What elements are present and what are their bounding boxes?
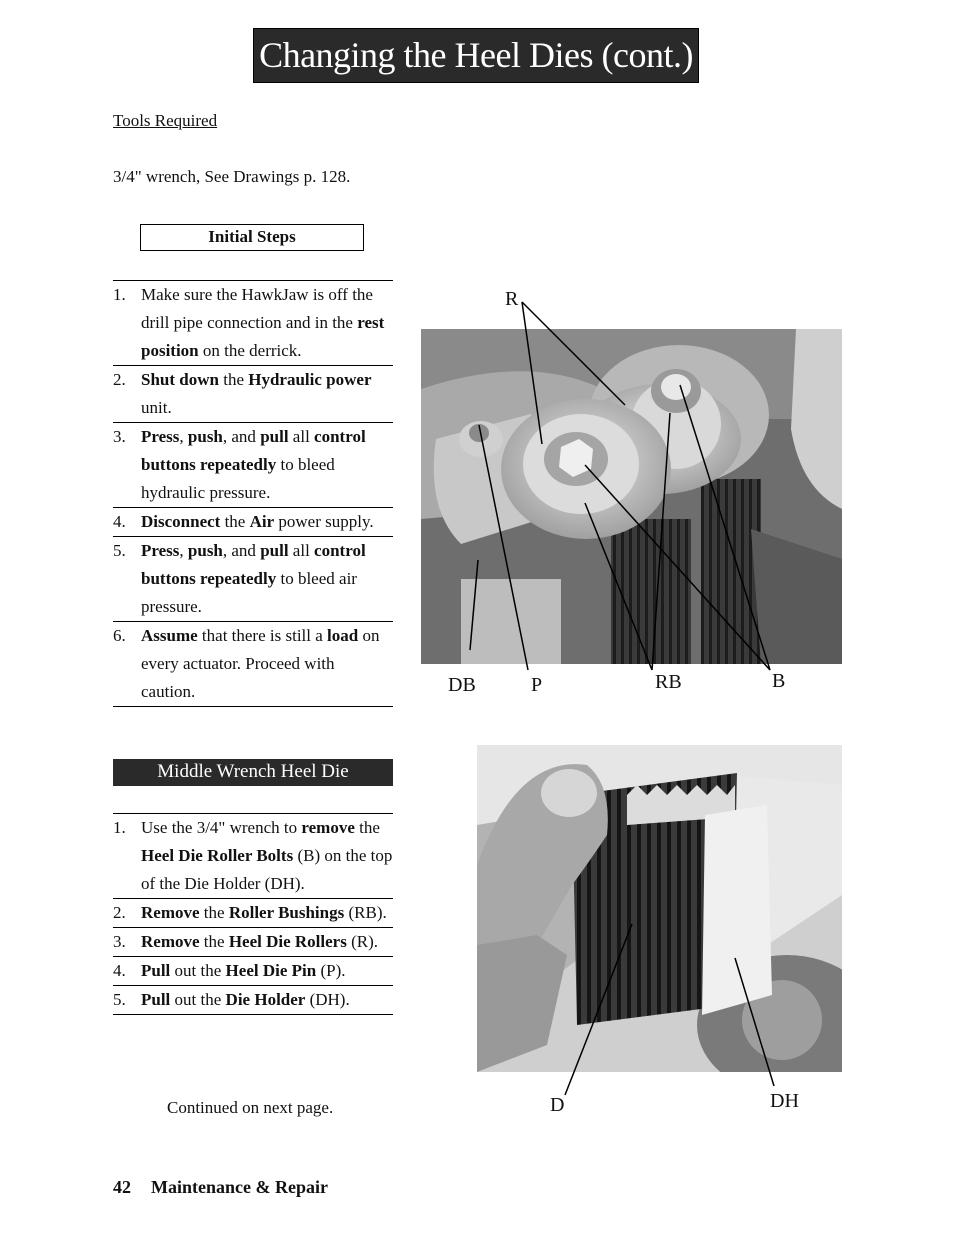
step-number: 3. bbox=[113, 427, 126, 446]
step-number: 2. bbox=[113, 903, 126, 922]
step-number: 5. bbox=[113, 541, 126, 560]
photo2-callout-lines bbox=[540, 900, 800, 1100]
callout-b-label: B bbox=[772, 670, 786, 692]
step-bold-text: Heel Die Roller Bolts bbox=[141, 846, 294, 865]
step-item bbox=[113, 537, 393, 622]
step-bold-text: pull bbox=[260, 541, 289, 560]
step-text: , bbox=[179, 427, 188, 446]
step-bold-text: pull bbox=[260, 427, 289, 446]
callout-b-line-2 bbox=[680, 385, 770, 670]
step-item bbox=[113, 366, 393, 423]
step-text: out the bbox=[170, 961, 226, 980]
step-bold-text: rest position bbox=[141, 313, 385, 360]
step-bold-text: Pull bbox=[141, 990, 171, 1009]
callout-r-line-1 bbox=[522, 302, 625, 405]
step-bold-text: Remove bbox=[141, 932, 200, 951]
step-bold-text: Remove bbox=[141, 903, 200, 922]
step-number: 6. bbox=[113, 626, 126, 645]
step-bold-text: Shut down bbox=[141, 370, 219, 389]
step-text: Use the 3/4" wrench to bbox=[141, 818, 302, 837]
step-text: (P). bbox=[316, 961, 346, 980]
step-bold-text: push bbox=[187, 427, 223, 446]
step-item bbox=[113, 622, 393, 707]
step-item bbox=[113, 281, 393, 366]
step-item bbox=[113, 423, 393, 508]
step-text: out the bbox=[170, 990, 226, 1009]
step-bold-text: Pull bbox=[141, 961, 171, 980]
step-text: power supply. bbox=[274, 512, 374, 531]
section-name: Maintenance & Repair bbox=[151, 1177, 328, 1197]
step-bold-text: Press bbox=[141, 541, 180, 560]
step-number: 4. bbox=[113, 512, 126, 531]
continued-note: Continued on next page. bbox=[167, 1098, 334, 1117]
step-text: all bbox=[288, 541, 315, 560]
step-bold-text: control buttons repeatedly bbox=[141, 541, 366, 588]
step-text: on every actuator. Proceed with caution. bbox=[141, 626, 380, 701]
step-text: the bbox=[218, 370, 249, 389]
step-bold-text: Assume bbox=[141, 626, 198, 645]
step-text: unit. bbox=[141, 398, 172, 417]
step-text: the bbox=[220, 512, 250, 531]
middle-steps-list bbox=[113, 813, 393, 1015]
callout-r-label: R bbox=[505, 288, 519, 310]
step-text: the bbox=[199, 932, 229, 951]
step-bold-text: Air bbox=[249, 512, 275, 531]
step-item bbox=[113, 928, 393, 957]
step-item bbox=[113, 986, 393, 1015]
step-text: , and bbox=[222, 427, 261, 446]
callout-p-line bbox=[479, 425, 528, 670]
step-number: 2. bbox=[113, 370, 126, 389]
step-number: 1. bbox=[113, 285, 126, 304]
step-text: the bbox=[354, 818, 380, 837]
step-text: the bbox=[199, 903, 229, 922]
step-text: Make sure the HawkJaw is off the drill pipe connection and in the bbox=[141, 285, 373, 332]
tools-required-label: Tools Required bbox=[113, 111, 218, 130]
step-text: all bbox=[288, 427, 315, 446]
step-text: on the derrick. bbox=[198, 341, 302, 360]
step-bold-text: load bbox=[327, 626, 359, 645]
step-text: , and bbox=[222, 541, 261, 560]
callout-p-label: P bbox=[531, 674, 543, 696]
step-text: (R). bbox=[346, 932, 378, 951]
callout-dh-label: DH bbox=[770, 1090, 799, 1112]
step-number: 5. bbox=[113, 990, 126, 1009]
tools-required-text: 3/4" wrench, See Drawings p. 128. bbox=[113, 167, 351, 186]
page-title: Changing the Heel Dies (cont.) bbox=[253, 28, 699, 83]
step-text: (RB). bbox=[344, 903, 387, 922]
step-text: to bleed air pressure. bbox=[141, 569, 357, 616]
step-bold-text: Press bbox=[141, 427, 180, 446]
step-bold-text: Hydraulic power bbox=[248, 370, 372, 389]
callout-db-line bbox=[470, 560, 478, 650]
step-bold-text: Heel Die Rollers bbox=[228, 932, 347, 951]
step-number: 1. bbox=[113, 818, 126, 837]
photo1-callout-lines bbox=[400, 280, 800, 680]
step-bold-text: Die Holder bbox=[225, 990, 306, 1009]
step-text: (DH). bbox=[305, 990, 350, 1009]
step-bold-text: Heel Die Pin bbox=[225, 961, 317, 980]
step-item bbox=[113, 957, 393, 986]
callout-d-line bbox=[565, 924, 632, 1095]
callout-r-line-2 bbox=[522, 302, 542, 444]
step-item bbox=[113, 814, 393, 899]
step-text: (B) on the top of the Die Holder (DH). bbox=[141, 846, 393, 893]
callout-db-label: DB bbox=[448, 674, 476, 696]
callout-dh-line bbox=[735, 958, 774, 1086]
page-number: 42 bbox=[113, 1177, 131, 1197]
step-number: 4. bbox=[113, 961, 126, 980]
step-bold-text: Disconnect bbox=[141, 512, 221, 531]
initial-steps-list bbox=[113, 280, 393, 707]
step-item bbox=[113, 508, 393, 537]
middle-wrench-heading: Middle Wrench Heel Die bbox=[113, 759, 393, 786]
callout-d-label: D bbox=[550, 1094, 565, 1116]
step-bold-text: control buttons repeatedly bbox=[141, 427, 366, 474]
step-bold-text: Roller Bushings bbox=[228, 903, 345, 922]
step-bold-text: push bbox=[187, 541, 223, 560]
step-number: 3. bbox=[113, 932, 126, 951]
step-text: that there is still a bbox=[197, 626, 328, 645]
step-item bbox=[113, 899, 393, 928]
step-text: to bleed hydraulic pressure. bbox=[141, 455, 335, 502]
page-footer bbox=[113, 1177, 328, 1198]
callout-b-line-1 bbox=[585, 465, 770, 670]
step-text: , bbox=[179, 541, 188, 560]
callout-rb-label: RB bbox=[655, 671, 682, 693]
step-bold-text: remove bbox=[301, 818, 355, 837]
initial-steps-heading: Initial Steps bbox=[140, 224, 364, 251]
